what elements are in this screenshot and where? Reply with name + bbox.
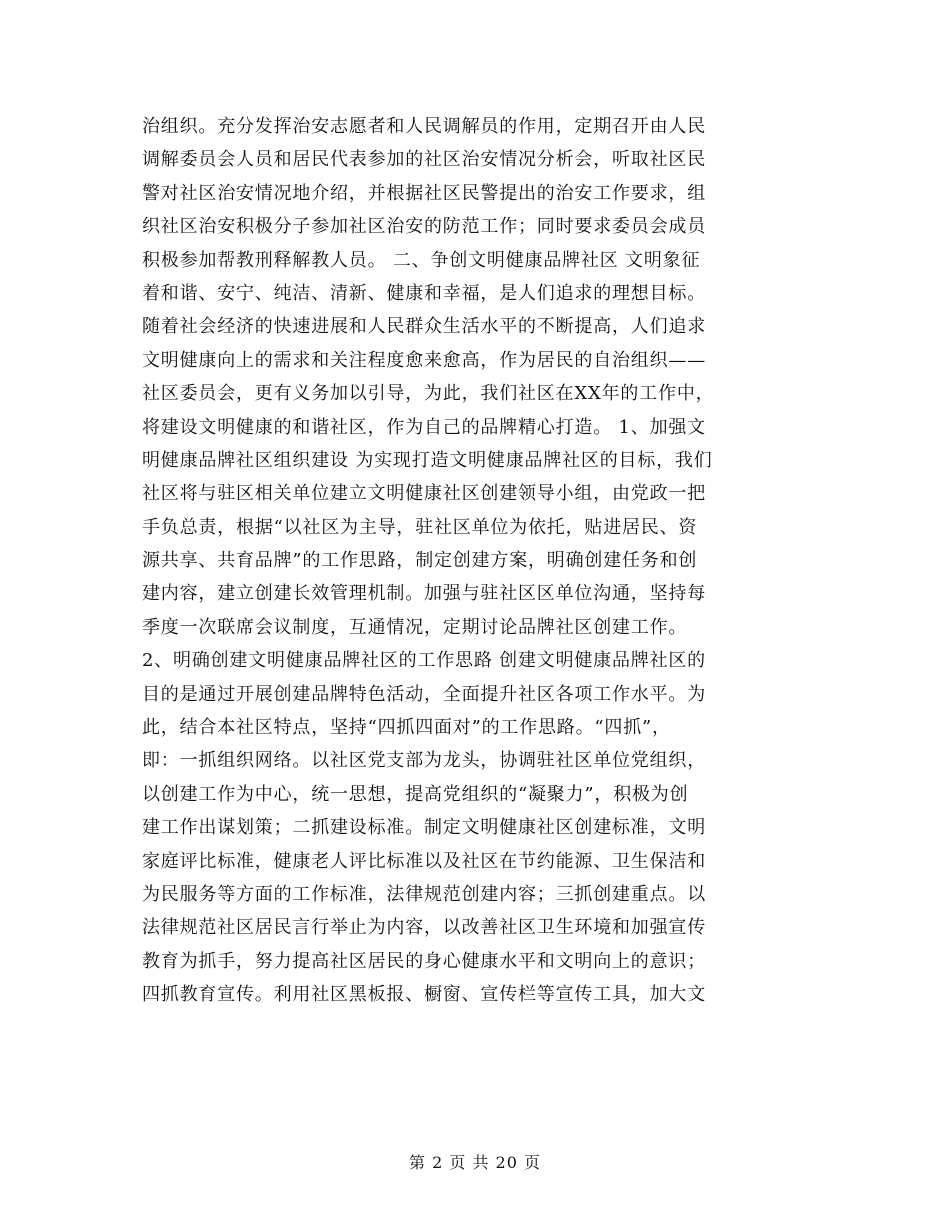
text-line: 调解委员会人员和居民代表参加的社区治安情况分析会，听取社区民 [142,149,706,171]
text-line: 文明健康向上的需求和关注程度愈来愈高，作为居民的自治组织—— [142,349,706,371]
text-line: 警对社区治安情况地介绍，并根据社区民警提出的治安工作要求，组 [142,182,706,204]
text-line: 建工作出谋划策；二抓建设标准。制定文明健康社区创建标准，文明 [142,817,706,839]
text-line: 随着社会经济的快速进展和人民群众生活水平的不断提高，人们追求 [142,316,706,338]
text-line: 源共享、共育品牌”的工作思路，制定创建方案，明确创建任务和创 [142,550,698,572]
text-line: 家庭评比标准，健康老人评比标准以及社区在节约能源、卫生保洁和 [142,850,706,872]
text-line: 季度一次联席会议制度，互通情况，定期讨论品牌社区创建工作。 [142,616,688,638]
text-line: 以创建工作为中心，统一思想，提高党组织的“凝聚力”，积极为创 [142,783,689,805]
body-text [142,110,814,1012]
text-line: 社区将与驻区相关单位建立文明健康社区创建领导小组，由党政一把 [142,483,706,505]
text-line: 将建设文明健康的和谐社区，作为自己的品牌精心打造。 1、加强文 [142,416,706,438]
text-line: 社区委员会，更有义务加以引导，为此，我们社区在XX年的工作中， [142,383,715,405]
text-line: 2、明确创建文明健康品牌社区的工作思路 创建文明健康品牌社区的 [142,650,706,672]
text-line: 积极参加帮教刑释解教人员。 二、争创文明健康品牌社区 文明象征 [142,249,701,271]
text-line: 治组织。充分发挥治安志愿者和人民调解员的作用，定期召开由人民 [142,116,706,137]
text-line: 明健康品牌社区组织建设 为实现打造文明健康品牌社区的目标，我们 [142,449,713,471]
text-line: 目的是通过开展创建品牌特色活动，全面提升社区各项工作水平。为 [142,683,706,705]
text-line: 为民服务等方面的工作标准，法律规范创建内容；三抓创建重点。以 [142,883,706,905]
text-line: 织社区治安积极分子参加社区治安的防范工作；同时要求委员会成员 [142,216,706,238]
text-line: 即：一抓组织网络。以社区党支部为龙头，协调驻社区单位党组织， [142,750,706,772]
page-number-footer: 第 2 页 共 20 页 [409,1153,541,1172]
text-line: 建内容，建立创建长效管理机制。加强与驻社区区单位沟通，坚持每 [142,583,706,605]
text-line: 法律规范社区居民言行举止为内容，以改善社区卫生环境和加强宣传 [142,917,706,939]
text-line: 教育为抓手，努力提高社区居民的身心健康水平和文明向上的意识； [142,950,706,972]
text-line: 着和谐、安宁、纯洁、清新、健康和幸福，是人们追求的理想目标。 [142,282,706,304]
text-line: 四抓教育宣传。利用社区黑板报、橱窗、宣传栏等宣传工具，加大文 [142,984,706,1006]
text-line: 手负总责，根据“以社区为主导，驻社区单位为依托，贴进居民、资 [142,516,698,538]
text-line: 此，结合本社区特点，坚持“四抓四面对”的工作思路。“四抓”， [142,717,671,739]
